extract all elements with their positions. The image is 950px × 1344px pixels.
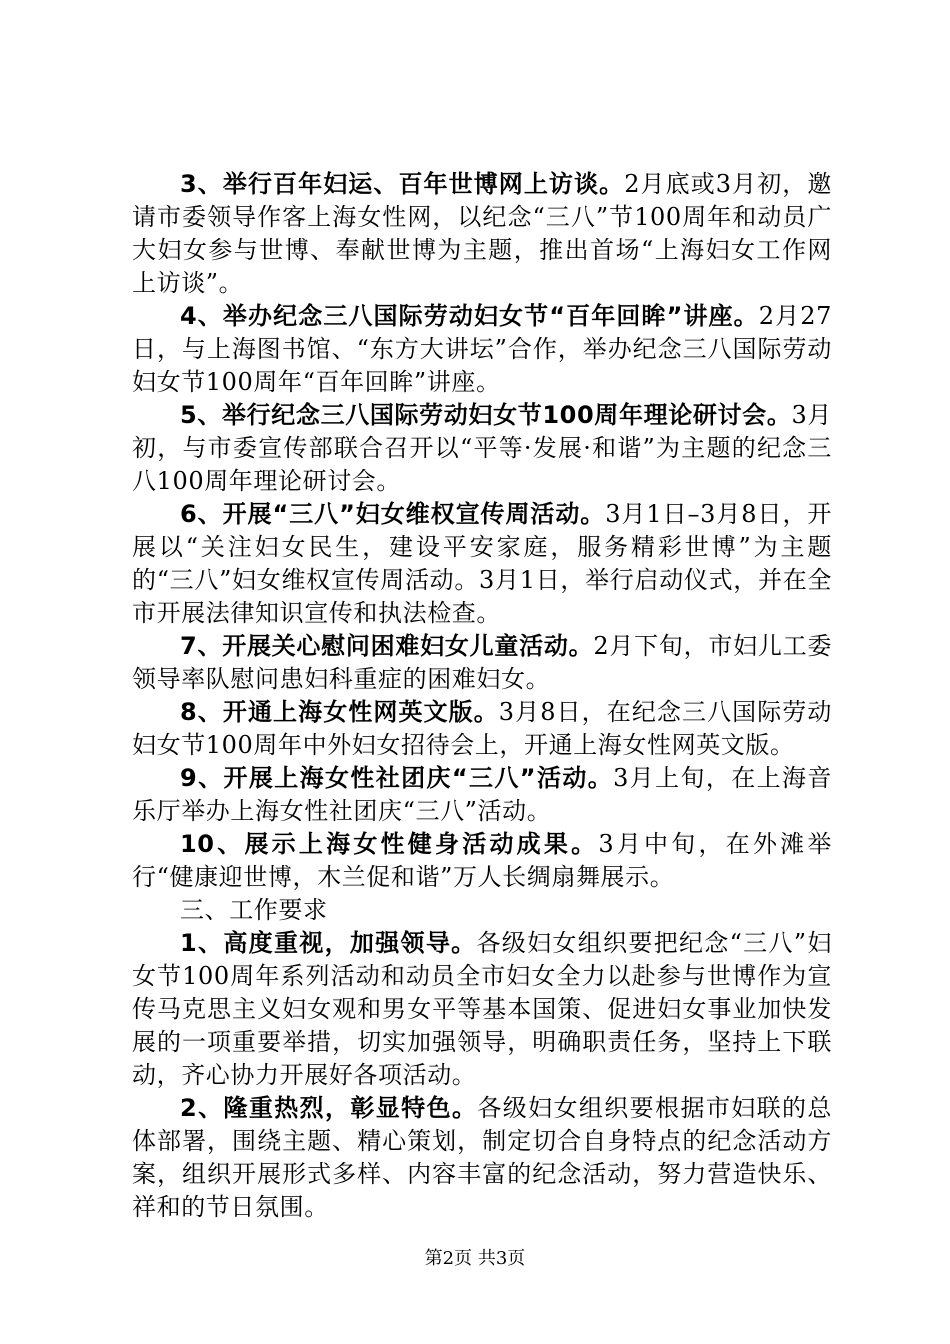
page-number-footer: 第2页 共3页 [424, 1248, 526, 1269]
activity-item-5 [132, 399, 832, 498]
activity-item-title: 9、开展上海女性社团庆“三八”活动。 [180, 764, 614, 792]
document-body [132, 168, 832, 1224]
activity-item-title: 5、举行纪念三八国际劳动妇女节100周年理论研讨会。 [180, 401, 792, 429]
activity-item-title: 6、开展“三八”妇女维权宣传周活动。 [180, 500, 606, 528]
activity-item-text: 3月上旬，在上海音乐厅举办上海女性社团庆“三八”活动。 [132, 764, 833, 825]
activity-item-8 [132, 696, 832, 762]
activity-item-text: 3月初，与市委宣传部联合召开以“平等·发展·和谐”为主题的纪念三八100周年理论研讨会。 [132, 401, 832, 495]
activity-item-title: 7、开展关心慰问困难妇女儿童活动。 [180, 632, 594, 660]
activity-item-text: 3月中旬，在外滩举行“健康迎世博，木兰促和谐”万人长绸扇舞展示。 [132, 830, 832, 891]
activity-item-3 [132, 168, 832, 300]
activity-item-title: 10、展示上海女性健身活动成果。 [180, 830, 599, 858]
activity-item-title: 4、举办纪念三八国际劳动妇女节“百年回眸”讲座。 [180, 302, 759, 330]
requirement-item-text: 各级妇女组织要根据市妇联的总体部署，围绕主题、精心策划，制定切合自身特点的纪念活动方案，组织开展形式多样、内容丰富的纪念活动，努力营造快乐、祥和的节日氛围。 [132, 1094, 832, 1221]
activity-item-text: 2月27日，与上海图书馆、“东方大讲坛”合作，举办纪念三八国际劳动妇女节100周年“百年回眸”讲座。 [132, 302, 832, 396]
requirement-item-title: 2、隆重热烈，彰显特色。 [180, 1094, 478, 1122]
requirement-item-text: 各级妇女组织要把纪念“三八”妇女节100周年系列活动和动员全市妇女全力以赴参与世博作为宣传马克思主义妇女观和男女平等基本国策、促进妇女事业加快发展的一项重要举措，切实加强领导，明确职责任务，坚持上下联动，齐心协力开展好各项活动。 [132, 929, 832, 1089]
activity-item-text: 2月下旬，市妇儿工委领导率队慰问患妇科重症的困难妇女。 [132, 632, 832, 693]
activity-item-text: 2月底或3月初，邀请市委领导作客上海女性网，以纪念“三八”节100周年和动员广大妇女参与世博、奉献世博为主题，推出首场“上海妇女工作网上访谈”。 [132, 170, 832, 297]
activity-item-9 [132, 762, 832, 828]
activity-item-text: 3月1日–3月8日，开展以“关注妇女民生，建设平安家庭，服务精彩世博”为主题的“三八”妇女维权宣传周活动。3月1日，举行启动仪式，并在全市开展法律知识宣传和执法检查。 [132, 500, 833, 627]
section-heading: 三、工作要求 [180, 896, 328, 924]
activity-item-text: 3月8日，在纪念三八国际劳动妇女节100周年中外妇女招待会上，开通上海女性网英文版。 [132, 698, 832, 759]
activity-item-4 [132, 300, 832, 399]
activity-item-title: 3、举行百年妇运、百年世博网上访谈。 [180, 170, 625, 198]
activity-item-6 [132, 498, 832, 630]
activity-item-10 [132, 828, 832, 894]
requirement-item-title: 1、高度重视，加强领导。 [180, 929, 477, 957]
activity-item-7 [132, 630, 832, 696]
requirement-item-2 [132, 1092, 832, 1224]
requirement-item-1 [132, 927, 832, 1092]
activity-item-title: 8、开通上海女性网英文版。 [180, 698, 499, 726]
